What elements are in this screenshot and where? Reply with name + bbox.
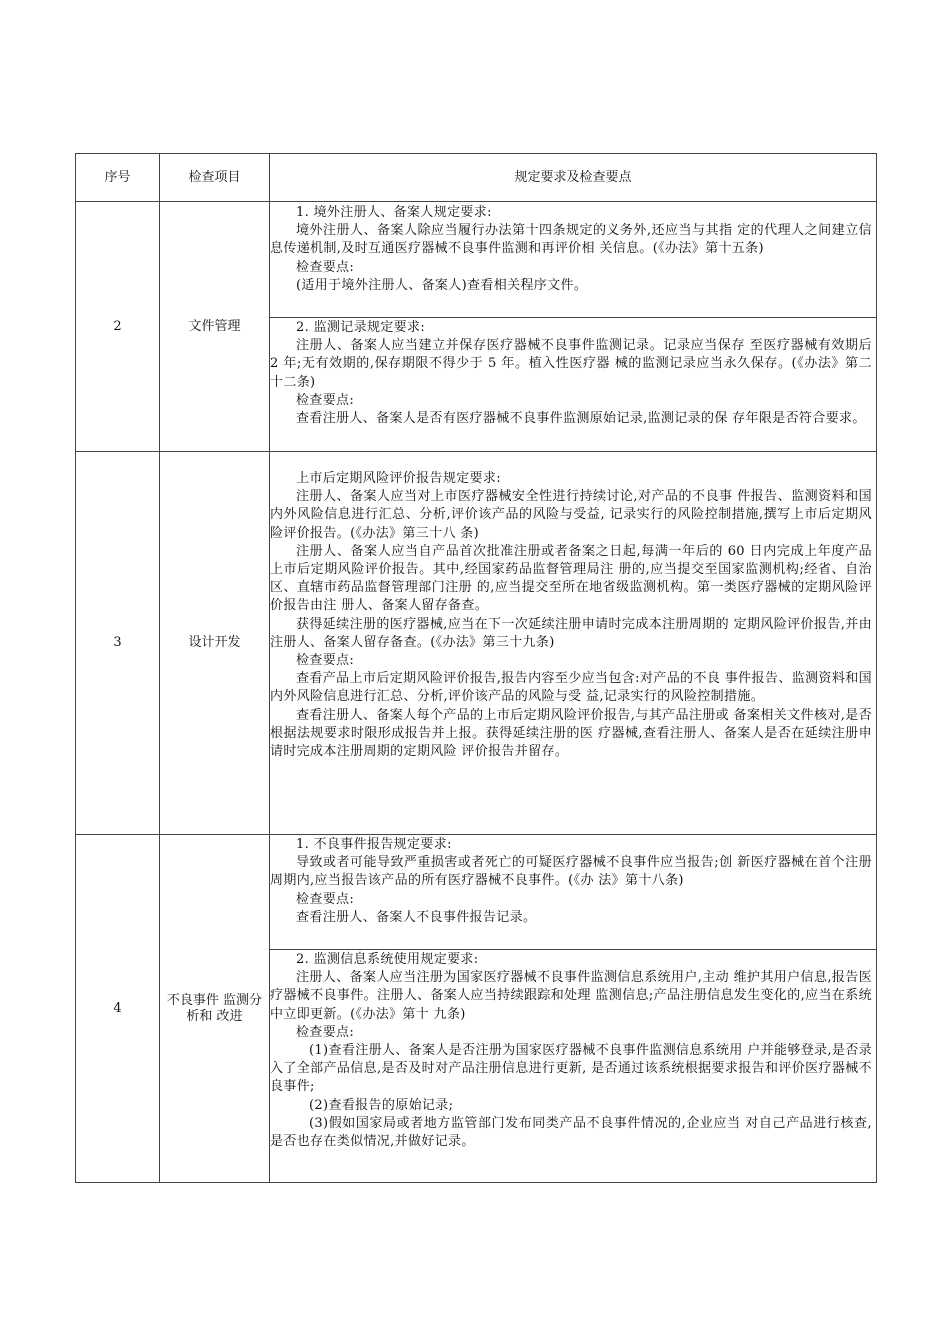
section-heading: 上市后定期风险评价报告规定要求: [296,471,501,486]
section-heading: 2. 监测信息系统使用规定要求: [296,952,479,967]
section-divider [269,317,876,318]
check-point-text: 查看注册人、备案人不良事件报告记录。 [296,909,537,925]
check-point-text: 查看注册人、备案人是否有医疗器械不良事件监测原始记录,监测记录的保 存年限是否符合要求。 [296,411,866,427]
check-points-label: 检查要点: [296,259,355,275]
check-points-label: 检查要点: [296,1024,355,1040]
requirement-text: 注册人、备案人应当建立并保存医疗器械不良事件监测记录。记录应当保存 至医疗器械有效期后 2 年;无有效期的,保存期限不得少于 5 年。植入性医疗器 械的监测记录应当永久保存。(《办法》第二十二条) [270,338,872,390]
section-heading: 1. 不良事件报告规定要求: [296,837,452,852]
row-serial: 2 [113,318,122,334]
header-serial: 序号 [104,169,131,185]
check-points-label: 检查要点: [296,392,355,408]
requirement-section [270,319,872,428]
section-heading: 2. 监测记录规定要求: [296,320,426,335]
header-check-item: 检查项目 [188,169,241,185]
row-serial: 3 [113,635,122,650]
requirement-text: 导致或者可能导致严重损害或者死亡的可疑医疗器械不良事件应当报告;创 新医疗器械在首个注册周期内,应当报告该产品的所有医疗器械不良事件。(《办 法》第十八条) [270,855,872,889]
requirement-text: 注册人、备案人应当注册为国家医疗器械不良事件监测信息系统用户,主动 维护其用户信息,报告医疗器械不良事件。注册人、备案人应当持续跟踪和处理 监测信息;产品注册信息发生变化的,应当在系统中立即更新。(《办法》第十 九条) [270,970,872,1022]
section-heading: 1. 境外注册人、备案人规定要求: [296,205,492,220]
requirement-section [270,470,872,761]
requirement-text: 获得延续注册的医疗器械,应当在下一次延续注册申请时完成本注册周期的 定期风险评价报告,并由注册人、备案人留存备查。(《办法》第三十九条) [270,616,872,650]
inspection-table [75,153,877,1183]
check-point-text: 查看产品上市后定期风险评价报告,报告内容至少应当包含:对产品的不良 事件报告、监测资料和国内外风险信息进行汇总、分析,评价该产品的风险与受 益,记录实行的风险控制措施。 [270,671,872,705]
check-point-text: (适用于境外注册人、备案人)查看相关程序文件。 [296,277,588,293]
row-check-item: 文件管理 [188,318,241,334]
row-check-item: 设计开发 [188,635,241,650]
check-point-text: 查看注册人、备案人每个产品的上市后定期风险评价报告,与其产品注册或 备案相关文件核对,是否根据法规要求时限形成报告并上报。获得延续注册的医 疗器械,查看注册人、备案人是否在延续注册申请时完成本注册周期的定期风险 评价报告并留存。 [270,707,872,760]
check-point-text: (2)查看报告的原始记录; [309,1097,454,1113]
requirement-text: 境外注册人、备案人除应当履行办法第十四条规定的义务外,还应当与其指 定的代理人之间建立信息传递机制,及时互通医疗器械不良事件监测和再评价相 关信息。(《办法》第十五条) [270,223,872,257]
requirement-section [270,204,872,295]
check-point-text: (1)查看注册人、备案人是否注册为国家医疗器械不良事件监测信息系统用 户并能够登录,是否录入了全部产品信息,是否及时对产品注册信息进行更新, 是否通过该系统根据要求报告和评价医疗器械不良事件; [270,1043,872,1095]
check-point-text: (3)假如国家局或者地方监管部门发布同类产品不良事件情况的,企业应当 对自己产品进行核查,是否也存在类似情况,并做好记录。 [270,1115,872,1150]
section-divider [269,949,876,950]
row-check-item: 不良事件 监测分析和 改进 [166,992,263,1024]
check-points-label: 检查要点: [296,653,355,669]
requirement-text: 注册人、备案人应当自产品首次批准注册或者备案之日起,每满一年后的 60 日内完成上年度产品上市后定期风险评价报告。其中,经国家药品监督管理局注 册的,应当提交至国家监测机构;经省、自治区、直辖市药品监督管理部门注册 的,应当提交至所在地省级监测机构。第一类医疗器械的定期风险评价报告由注 册人、备案人留存备查。 [270,543,872,614]
requirement-section [270,951,872,1151]
row-serial: 4 [113,1000,122,1016]
requirement-text: 注册人、备案人应当对上市医疗器械安全性进行持续讨论,对产品的不良事 件报告、监测资料和国内外风险信息进行汇总、分析,评价该产品的风险与受益, 记录实行的风险控制措施,撰写上市后定期风险评价报告。(《办法》第三十八 条) [270,489,872,541]
requirement-section [270,836,872,927]
header-requirements: 规定要求及检查要点 [514,169,632,185]
check-points-label: 检查要点: [296,891,355,907]
